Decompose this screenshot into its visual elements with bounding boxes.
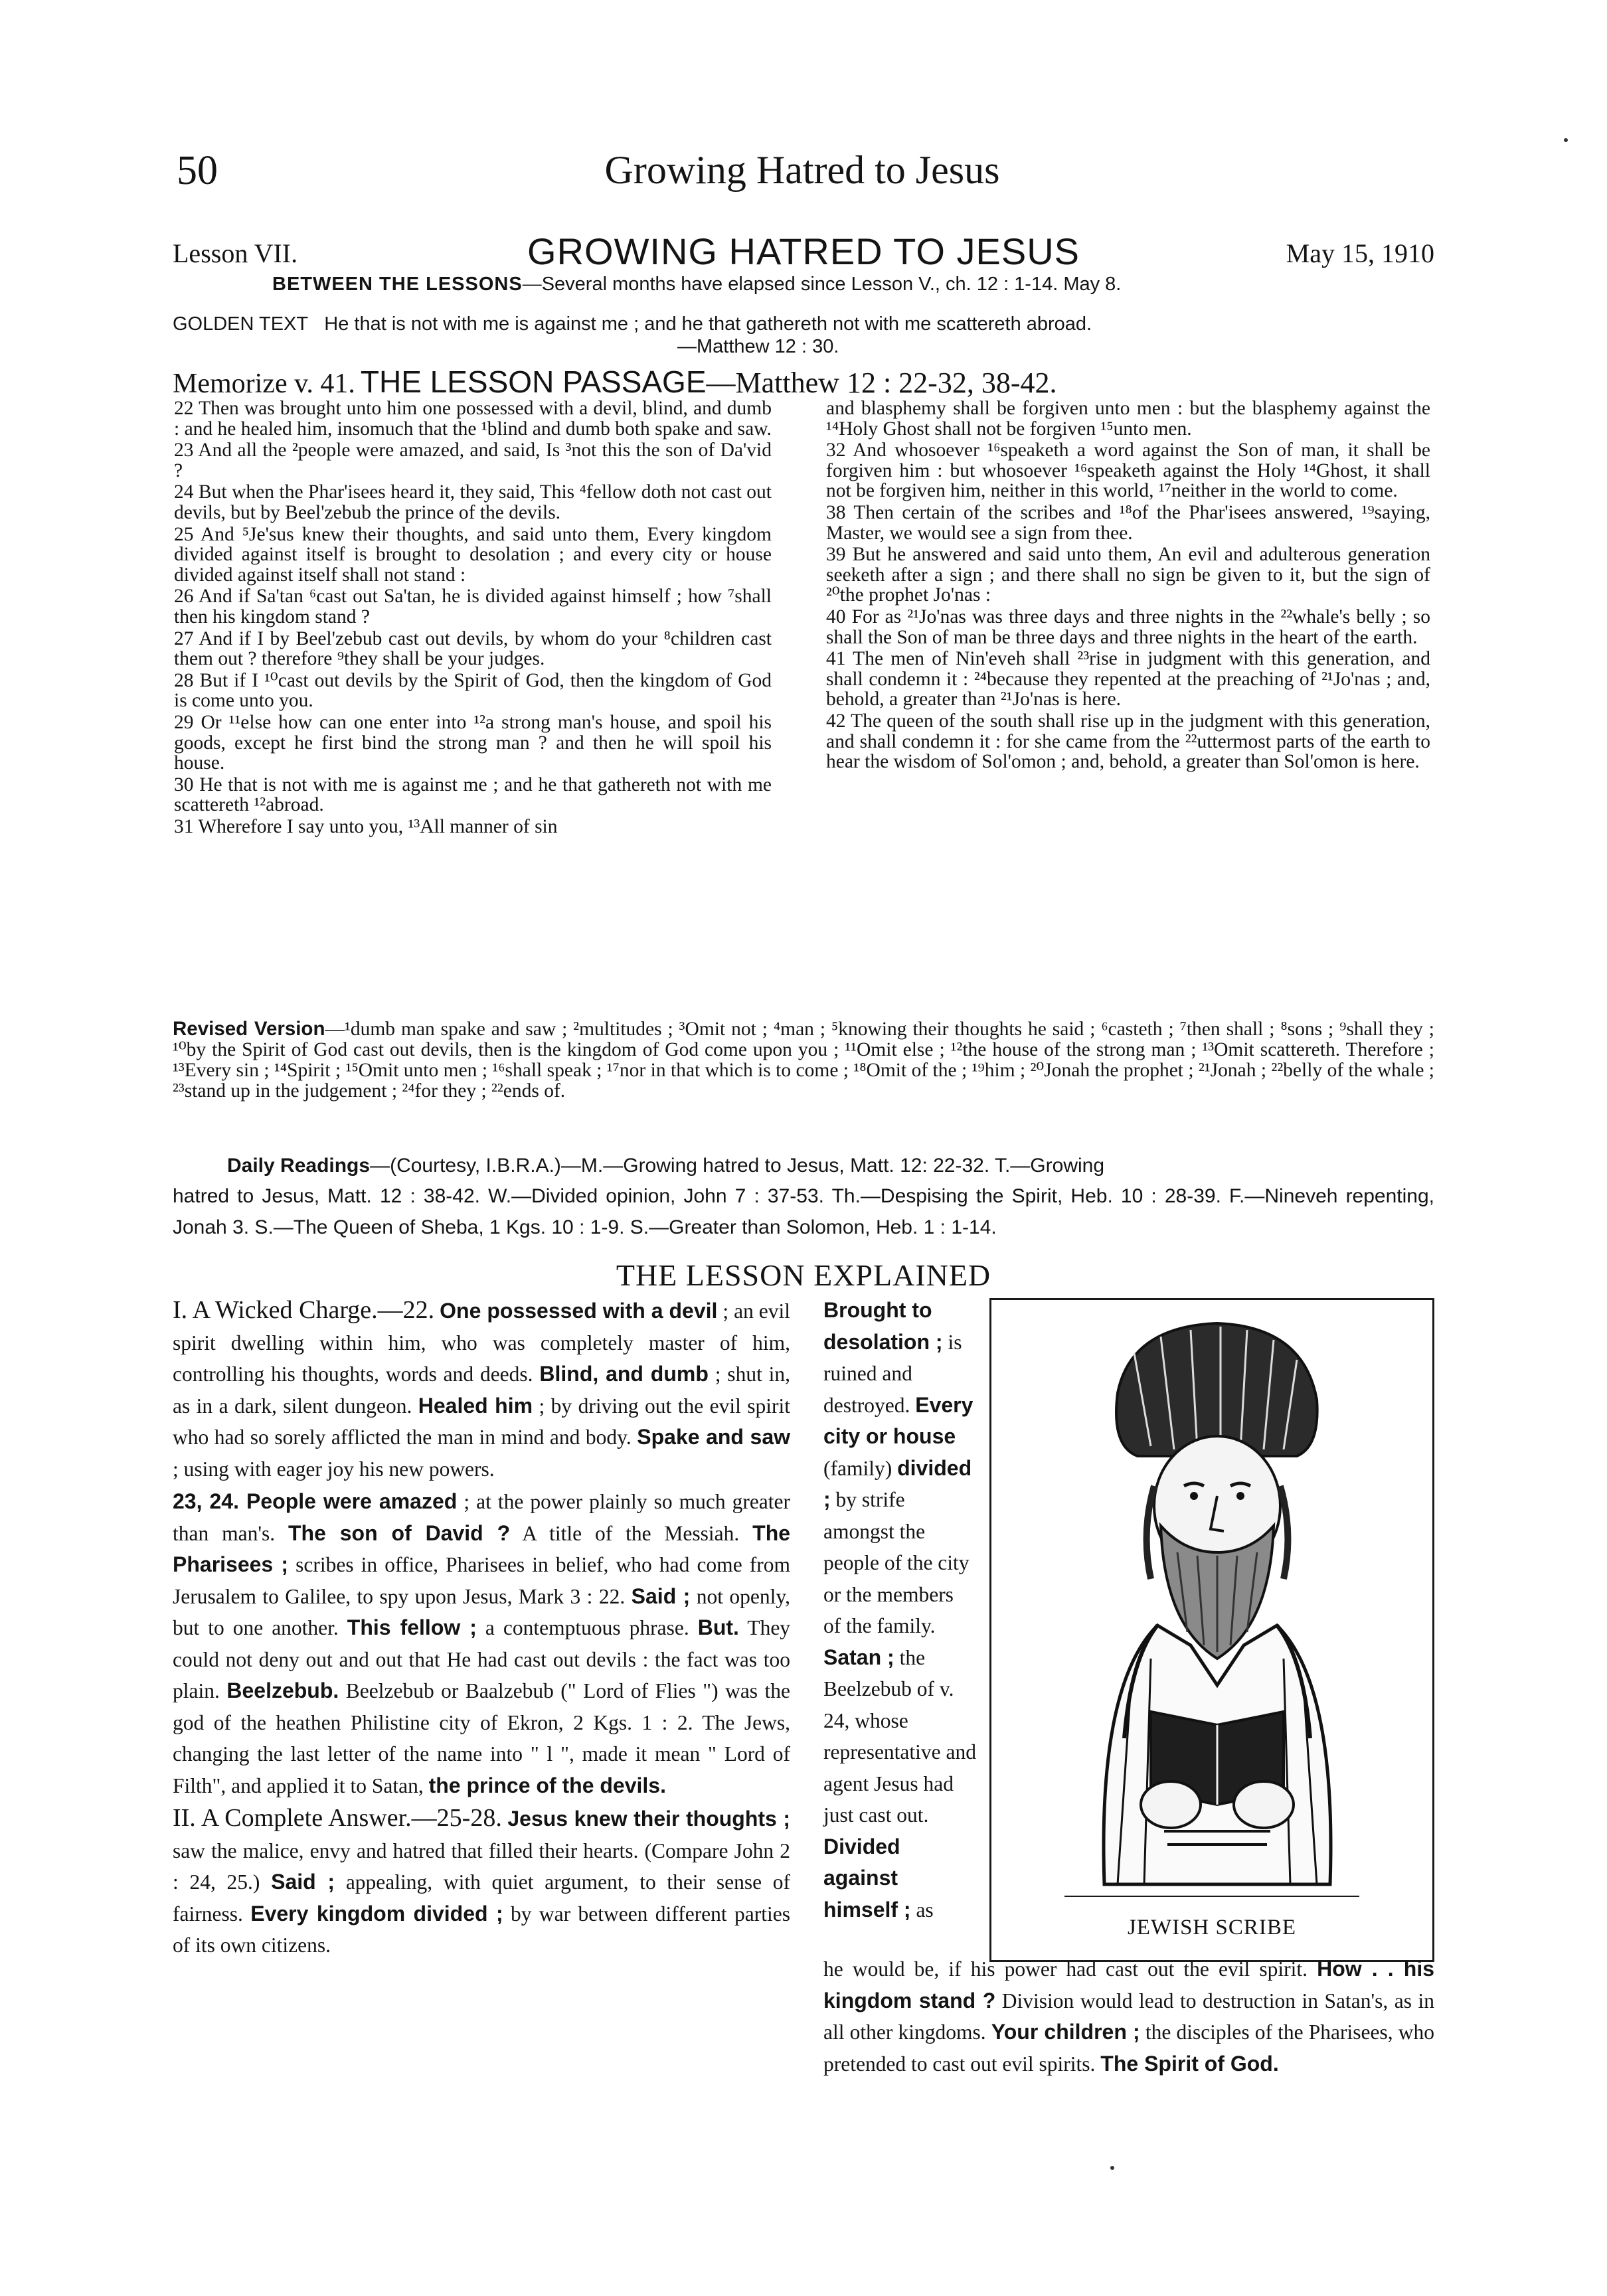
daily-readings [227, 1150, 1436, 1182]
keyword: Jesus knew their thoughts ; [507, 1807, 791, 1831]
keyword: Divided against himself ; [823, 1834, 911, 1922]
explanation-text: as [916, 1898, 934, 1922]
verse: 39 But he answered and said unto them, An evil and adulterous generation seeketh after a sign ; and there shall no sign be given to it, but the sign of ²⁰the prophet Jo'nas : [826, 544, 1430, 606]
daily-label: Daily Readings [227, 1155, 371, 1177]
running-title: Growing Hatred to Jesus [604, 148, 1000, 192]
lesson-title: GROWING HATRED TO JESUS [527, 230, 1080, 272]
verse: 38 Then certain of the scribes and ¹⁸of the Phar'isees answered, ¹⁹saying, Master, we would see a sign from thee. [826, 501, 1430, 544]
explanation-text: A title of the Messiah. [522, 1521, 740, 1545]
narrow-explanation-column [823, 1295, 976, 1926]
lesson-date: May 15, 1910 [1286, 238, 1434, 268]
golden-text-body: He that is not with me is against me ; and he that gathereth not with me scattereth abroad. [324, 313, 1092, 335]
revised-label: Revised Version [173, 1018, 325, 1040]
keyword: Healed him [418, 1393, 533, 1418]
explanation-text: Division would lead to destruction in Satan's, as in all other kingdoms. [823, 1989, 1435, 2044]
print-speck [1564, 138, 1568, 142]
keyword: Said ; [631, 1584, 691, 1608]
jewish-scribe-illustration [1018, 1313, 1410, 1898]
explanation-text: ; by driving out the evil spirit who had so sorely afflicted the man in mind and body. [173, 1394, 791, 1449]
keyword: 23, 24. People were amazed [173, 1489, 458, 1513]
verse: and blasphemy shall be forgiven unto men : but the blasphemy against the ¹⁴Holy Ghost shall not be forgiven ¹⁵unto men. [826, 398, 1430, 440]
verses-left-column [174, 398, 772, 838]
explanation-text: a contemptuous phrase. [485, 1616, 689, 1639]
passage-reference: —Matthew 12 : 22-32, 38-42. [706, 367, 1057, 399]
revised-version-notes [173, 1019, 1434, 1102]
daily-line-1: —(Courtesy, I.B.R.A.)—M.—Growing hatred to Jesus, Matt. 12: 22-32. T.—Growing [370, 1155, 1105, 1177]
verse: 23 And all the ²people were amazed, and said, Is ³not this the son of Da'vid ? [174, 440, 772, 481]
verse: 30 He that is not with me is against me ; and he that gathereth not with me scattereth ¹²abroad. [174, 774, 772, 816]
keyword: The Spirit of God. [1100, 2051, 1279, 2076]
between-text: —Several months have elapsed since Lesson V., ch. 12 : 1-14. May 8. [522, 274, 1122, 295]
golden-label: GOLDEN TEXT [173, 313, 309, 335]
verse: 26 And if Sa'tan ⁶cast out Sa'tan, he is divided against himself ; how ⁷shall then his kingdom stand ? [174, 586, 772, 627]
page-header [165, 147, 1440, 207]
explanation-section-2 [173, 1803, 790, 1961]
keyword: Your children ; [991, 2020, 1140, 2044]
keyword: Beelzebub. [226, 1679, 339, 1702]
verse: 42 The queen of the south shall rise up in the judgment with this generation, and shall condemn it : for she came from the ²²uttermost parts of the earth to hear the wisdom of Sol'omon ; and, behold, a greater than Sol'omon is here. [826, 710, 1430, 773]
explanation-text: he would be, if his power had cast out the evil spirit. [823, 1957, 1308, 1981]
keyword: the prince of the devils. [428, 1773, 666, 1797]
verse: 32 And whosoever ¹⁶speaketh a word against the Son of man, it shall be forgiven him : but whosoever ¹⁶speaketh against the Holy ¹⁴Ghost, it shall not be forgiven him, neither in this world, ¹⁷neither in the world to come. [826, 440, 1430, 502]
explanation-paragraph-23-24 [173, 1486, 790, 1801]
golden-text-reference: —Matthew 12 : 30. [677, 336, 839, 357]
keyword: Blind, and dumb [539, 1362, 709, 1386]
keyword: Satan ; [823, 1645, 894, 1669]
explanation-text: the disciples of the Pharisees, who pretended to cast out evil spirits. [823, 2020, 1435, 2076]
explanation-text: ; at the power plainly so much greater than man's. [173, 1490, 791, 1545]
illustration-frame [989, 1298, 1434, 1962]
verse: 29 Or ¹¹else how can one enter into ¹²a strong man's house, and spoil his goods, except he first bind the strong man ? and then he will spoil his house. [174, 711, 772, 774]
passage-heading [173, 364, 1434, 400]
verse: 28 But if I ¹⁰cast out devils by the Spirit of God, then the kingdom of God is come unto you. [174, 669, 772, 712]
keyword: But. [697, 1615, 739, 1639]
daily-readings-continued: hatred to Jesus, Matt. 12 : 38-42. W.—Divided opinion, John 7 : 37-53. Th.—Despising the Spirit, Heb. 10 : 28-39. F.—Nineveh repenting, Jonah 3. S.—The Queen of Sheba, 1 Kgs. 10 : 1-9. S.—Greater than Solomon, Heb. 1 : 1-14. [173, 1185, 1434, 1238]
keyword: Brought to desolation ; [823, 1298, 943, 1354]
passage-title: THE LESSON PASSAGE [360, 365, 707, 399]
explanation-text: not openly, but to one another. [173, 1584, 790, 1639]
memorize-note: Memorize v. 41. [173, 369, 355, 399]
verse: 25 And ⁵Je'sus knew their thoughts, and said unto them, Every kingdom divided against itself is brought to desolation ; and every city or house divided against itself shall not stand : [174, 523, 772, 586]
between-label: BETWEEN THE LESSONS [272, 274, 523, 295]
verse: 27 And if I by Beel'zebub cast out devils, by whom do your ⁸children cast them out ? therefore ⁹they shall be your judges. [174, 627, 772, 670]
section-heading: II. A Complete Answer.—25-28. [173, 1804, 502, 1832]
lesson-number: Lesson VII. [173, 238, 298, 268]
keyword: One possessed with a devil [440, 1299, 718, 1323]
keyword: The son of David ? [288, 1520, 511, 1545]
explanation-text: by war between different parties of its own citizens. [173, 1902, 791, 1957]
verse: 41 The men of Nin'eveh shall ²³rise in judgment with this generation, and shall condemn it : ²⁴because they repented at the preaching of ²¹Jo'nas ; and, behold, a greater than ²¹Jo'nas is here. [826, 648, 1430, 710]
section-heading: I. A Wicked Charge.—22. [173, 1296, 435, 1324]
keyword: The Pharisees ; [173, 1520, 791, 1576]
illustration-caption: JEWISH SCRIBE [1127, 1916, 1297, 1939]
explanation-text: is ruined and destroyed. [823, 1330, 962, 1417]
keyword: Every city or house [823, 1392, 973, 1448]
wide-explanation-column [823, 1953, 1434, 2080]
between-the-lessons [272, 274, 1121, 295]
keyword: Spake and saw [637, 1425, 791, 1449]
explanation-text: appealing, with quiet argument, to their sense of fairness. [173, 1870, 791, 1926]
lesson-explained-heading: THE LESSON EXPLAINED [616, 1258, 991, 1292]
verse: 31 Wherefore I say unto you, ¹³All manner of sin [174, 815, 558, 837]
explanation-text: the Beelzebub of v. 24, whose representative and agent Jesus had just cast out. [823, 1645, 977, 1827]
explanation-text: Beelzebub or Baalzebub (" Lord of Flies ") was the god of the heathen Philistine city of Ekron, 2 Kgs. 1 : 2. The Jews, changing the last letter of the name into " l ", made it mean " Lord of Filth", and applied it to Satan, [173, 1679, 791, 1797]
explanation-text: saw the malice, envy and hatred that filled their hearts. (Compare John 2 : 24, 25.) [173, 1839, 790, 1894]
explanation-text: by strife amongst the people of the city or the members of the family. [823, 1488, 970, 1637]
print-speck [1110, 2166, 1114, 2170]
explanation-text: They could not deny out and out that He had cast out devils : the fact was too plain. [173, 1616, 791, 1702]
explanation-column [173, 1295, 790, 1963]
explanation-text: ; shut in, as in a dark, silent dungeon. [173, 1362, 791, 1418]
explanation-text: ; an evil spirit dwelling within him, who was completely master of him, controlling his thoughts, words and deeds. [173, 1299, 791, 1386]
explanation-text: ; using with eager joy his new powers. [173, 1457, 495, 1481]
explanation-text: scribes in office, Pharisees in belief, who had come from Jerusalem to Galilee, to spy upon Jesus, Mark 3 : 22. [173, 1553, 791, 1608]
verse: 22 Then was brought unto him one possessed with a devil, blind, and dumb : and he healed him, insomuch that the ¹blind and dumb both spake and saw. [174, 398, 772, 440]
keyword: Said ; [271, 1870, 335, 1894]
keyword: divided ; [823, 1455, 972, 1511]
revised-text: —¹dumb man spake and saw ; ²multitudes ; ³Omit not ; ⁴man ; ⁵knowing their thoughts he said ; ⁶casteth ; ⁷then shall ; ⁸sons ; ⁹shall they ; ¹⁰by the Spirit of God cast out devils, then is the kingdom of God come upon you ; ¹¹Omit else ; ¹²the house of the strong man ; ¹³Omit scattereth. Therefore ; ¹³Every sin ; ¹⁴Spirit ; ¹⁵Omit unto men ; ¹⁶shall speak ; ¹⁷nor in that which is to come ; ¹⁸Omit of the ; ¹⁹him ; ²⁰Jonah the prophet ; ²¹Jonah ; ²²belly of the whale ; ²³stand up in the judgement ; ²⁴for they ; ²²ends of. [173, 1019, 1435, 1102]
explanation-section-1 [173, 1295, 790, 1485]
explanation-text: (family) [823, 1456, 892, 1480]
caption-divider [1064, 1896, 1359, 1897]
keyword: How . . his kingdom stand ? [823, 1957, 1435, 2012]
golden-text [173, 313, 1434, 335]
verses-right-column [826, 398, 1430, 774]
verse: 24 But when the Phar'isees heard it, they said, This ⁴fellow doth not cast out devils, but by Beel'zebub the prince of the devils. [174, 481, 772, 523]
keyword: This fellow ; [347, 1615, 477, 1639]
page-number: 50 [177, 148, 218, 193]
keyword: Every kingdom divided ; [250, 1901, 503, 1926]
verse: 40 For as ²¹Jo'nas was three days and three nights in the ²²whale's belly ; so shall the Son of man be three days and three nights in the heart of the earth. [826, 606, 1430, 648]
